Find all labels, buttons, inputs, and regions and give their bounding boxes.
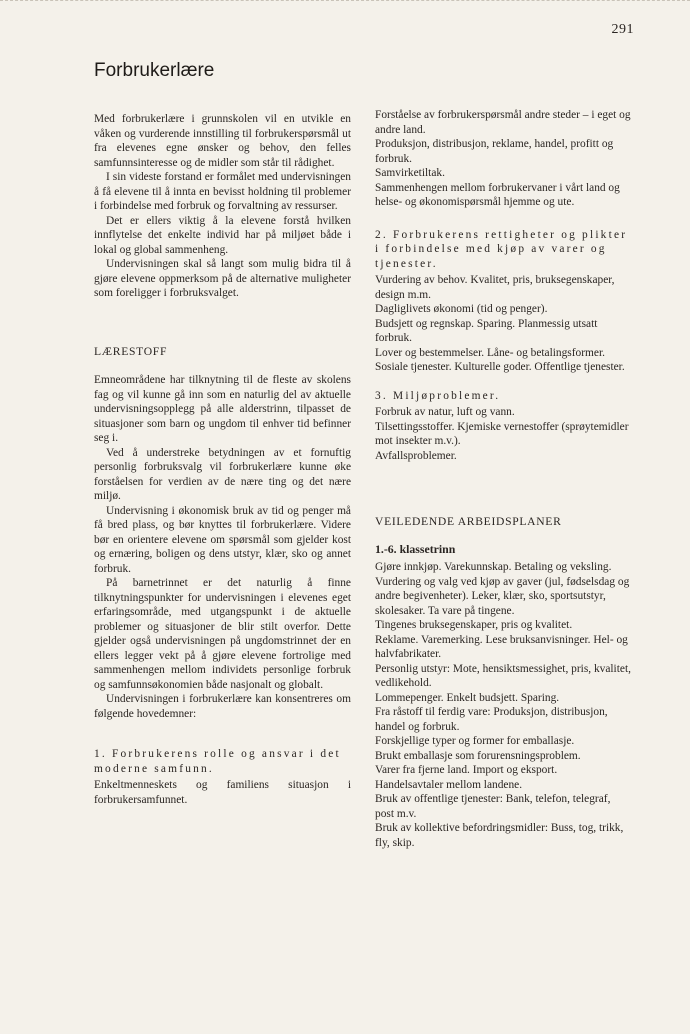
intro-paragraph: Det er ellers viktig å la elevene forstå hvilken innflytelse det enkelte individ har på miljøet både i lokal og global sammenheng. bbox=[94, 214, 351, 256]
chapter-title: Forbrukerlære bbox=[94, 60, 215, 81]
section-3-title: 3. Miljøproblemer. bbox=[375, 389, 501, 402]
grade-line: Varer fra fjerne land. Import og eksport. bbox=[375, 764, 558, 776]
page-number: 291 bbox=[611, 22, 634, 37]
section-2-line: Dagliglivets økonomi (tid og penger). bbox=[375, 303, 548, 315]
intro-paragraph: Med forbrukerlære i grunnskolen vil en utvikle en våken og vurderende innstilling til forbrukerspørsmål ut fra elevenes egne ønsker og behov, den felles samfunnsinteresse og de midler som står til rådighet. bbox=[94, 113, 351, 169]
section-3-line: Tilsettingsstoffer. Kjemiske vernestoffer (sprøytemidler mot insekter m.v.). bbox=[375, 420, 629, 447]
top-edge-rule bbox=[0, 0, 690, 2]
left-column bbox=[94, 112, 351, 807]
grade-line: Vurdering og valg ved kjøp av gaver (jul, fødselsdag og andre begivenheter). Leker, klær, sko, sportsutstyr, skolesaker. Ta vare på tingene. bbox=[375, 575, 630, 617]
plans-heading: VEILEDENDE ARBEIDSPLANER bbox=[375, 515, 562, 528]
intro-paragraph: I sin videste forstand er formålet med undervisningen å få elevene til å innta en bevisst holdning til problemer i forbindelse med forbruk og forvaltning av ressurser. bbox=[94, 171, 351, 212]
right-column bbox=[375, 108, 632, 850]
section-2-line: Vurdering av behov. Kvalitet, pris, bruksegenskaper, design m.m. bbox=[375, 274, 615, 301]
grade-heading: 1.-6. klassetrinn bbox=[375, 541, 456, 556]
section-1-cont-line: Sammenhengen mellom forbrukervaner i vårt land og helse- og økonomispørsmål hjemme og ute. bbox=[375, 181, 620, 208]
grade-line: Forskjellige typer og former for emballasje. bbox=[375, 735, 575, 747]
grade-line: Reklame. Varemerking. Lese bruksanvisninger. Hel- og halvfabrikater. bbox=[375, 633, 628, 660]
laerestoff-paragraph: Emneområdene har tilknytning til de fleste av skolens fag og vil kunne gå inn som en naturlig del av aktuelle undervisningsopplegg på alle alderstrinn, tilpasset de situasjoner som barn og ungdom til enhver tid befinner seg i. bbox=[94, 374, 351, 444]
section-1-cont-line: Samvirketiltak. bbox=[375, 167, 445, 179]
section-2 bbox=[375, 228, 632, 375]
section-1-cont-line: Forståelse av forbrukerspørsmål andre steder – i eget og andre land. bbox=[375, 109, 631, 136]
section-3-line: Forbruk av natur, luft og vann. bbox=[375, 406, 515, 418]
laerestoff-heading: LÆRESTOFF bbox=[94, 344, 168, 358]
grade-line: Brukt emballasje som forurensningsproblem. bbox=[375, 749, 581, 762]
grade-line: Gjøre innkjøp. Varekunnskap. Betaling og veksling. bbox=[375, 561, 612, 573]
grade-line: Bruk av offentlige tjenester: Bank, telefon, telegraf, post m.v. bbox=[375, 793, 611, 820]
grade-line: Personlig utstyr: Mote, hensiktsmessighet, pris, kvalitet, vedlikehold. bbox=[375, 662, 631, 689]
laerestoff-paragraph: På barnetrinnet er det naturlig å finne tilknytningspunkter for undervisningen i elevenes eget erfaringsområde, med utgangspunkt i de aktuelle problemer og situasjoner de blir stilt overfor. Dette gjelder også undervisningen på ungdomstrinnet der en ellers legger vekt på å gjøre elevene fortrolige med sammenhengen mellom individets personlige forbruk og samfunnsøkonomien både nasjonalt og globalt. bbox=[94, 577, 351, 691]
grade-line: Fra råstoff til ferdig vare: Produksjon, distribusjon, handel og forbruk. bbox=[375, 706, 608, 733]
laerestoff-paragraph: Ved å understreke betydningen av et fornuftig personlig forbruksvalg vil forbrukerlære kunne øke forståelsen for verdien av de nære ting og det nære miljø. bbox=[94, 446, 351, 502]
section-2-title: 2. Forbrukerens rettigheter og plikter i forbindelse med kjøp av varer og tjenester. bbox=[375, 228, 628, 270]
section-1 bbox=[94, 747, 351, 807]
section-1-line: Enkeltmenneskets og familiens situasjon i forbrukersamfunnet. bbox=[94, 779, 351, 806]
grade-line: Bruk av kollektive befordringsmidler: Buss, tog, trikk, fly, skip. bbox=[375, 822, 624, 849]
grade-line: Lommepenger. Enkelt budsjett. Sparing. bbox=[375, 691, 560, 704]
section-2-line: Budsjett og regnskap. Sparing. Planmessig utsatt forbruk. bbox=[375, 317, 598, 344]
section-3 bbox=[375, 389, 632, 464]
section-1-title: 1. Forbrukerens rolle og ansvar i det moderne samfunn. bbox=[94, 748, 341, 775]
section-2-line: Lover og bestemmelser. Låne- og betalingsformer. bbox=[375, 346, 605, 359]
section-3-line: Avfallsproblemer. bbox=[375, 449, 457, 462]
section-2-line: Sosiale tjenester. Kulturelle goder. Offentlige tjenester. bbox=[375, 361, 625, 373]
intro-paragraph: Undervisningen skal så langt som mulig bidra til å gjøre elevene oppmerksom på de alternative muligheter som foreligger i forbruksvalget. bbox=[94, 258, 351, 299]
section-1-cont-line: Produksjon, distribusjon, reklame, handel, profitt og forbruk. bbox=[375, 138, 614, 165]
grade-line: Handelsavtaler mellom landene. bbox=[375, 778, 523, 791]
laerestoff-paragraph: Undervisning i økonomisk bruk av tid og penger må få bred plass, og bør knyttes til forbrukerlære. Videre bør en orientere elevene om spørsmål som gjelder kost og ernæring, boligen og dens utstyr, klær, sko og annet forbruk. bbox=[94, 504, 351, 575]
laerestoff-paragraph: Undervisningen i forbrukerlære kan konsentreres om følgende hovedemner: bbox=[94, 693, 351, 720]
grade-line: Tingenes bruksegenskaper, pris og kvalitet. bbox=[375, 619, 573, 631]
